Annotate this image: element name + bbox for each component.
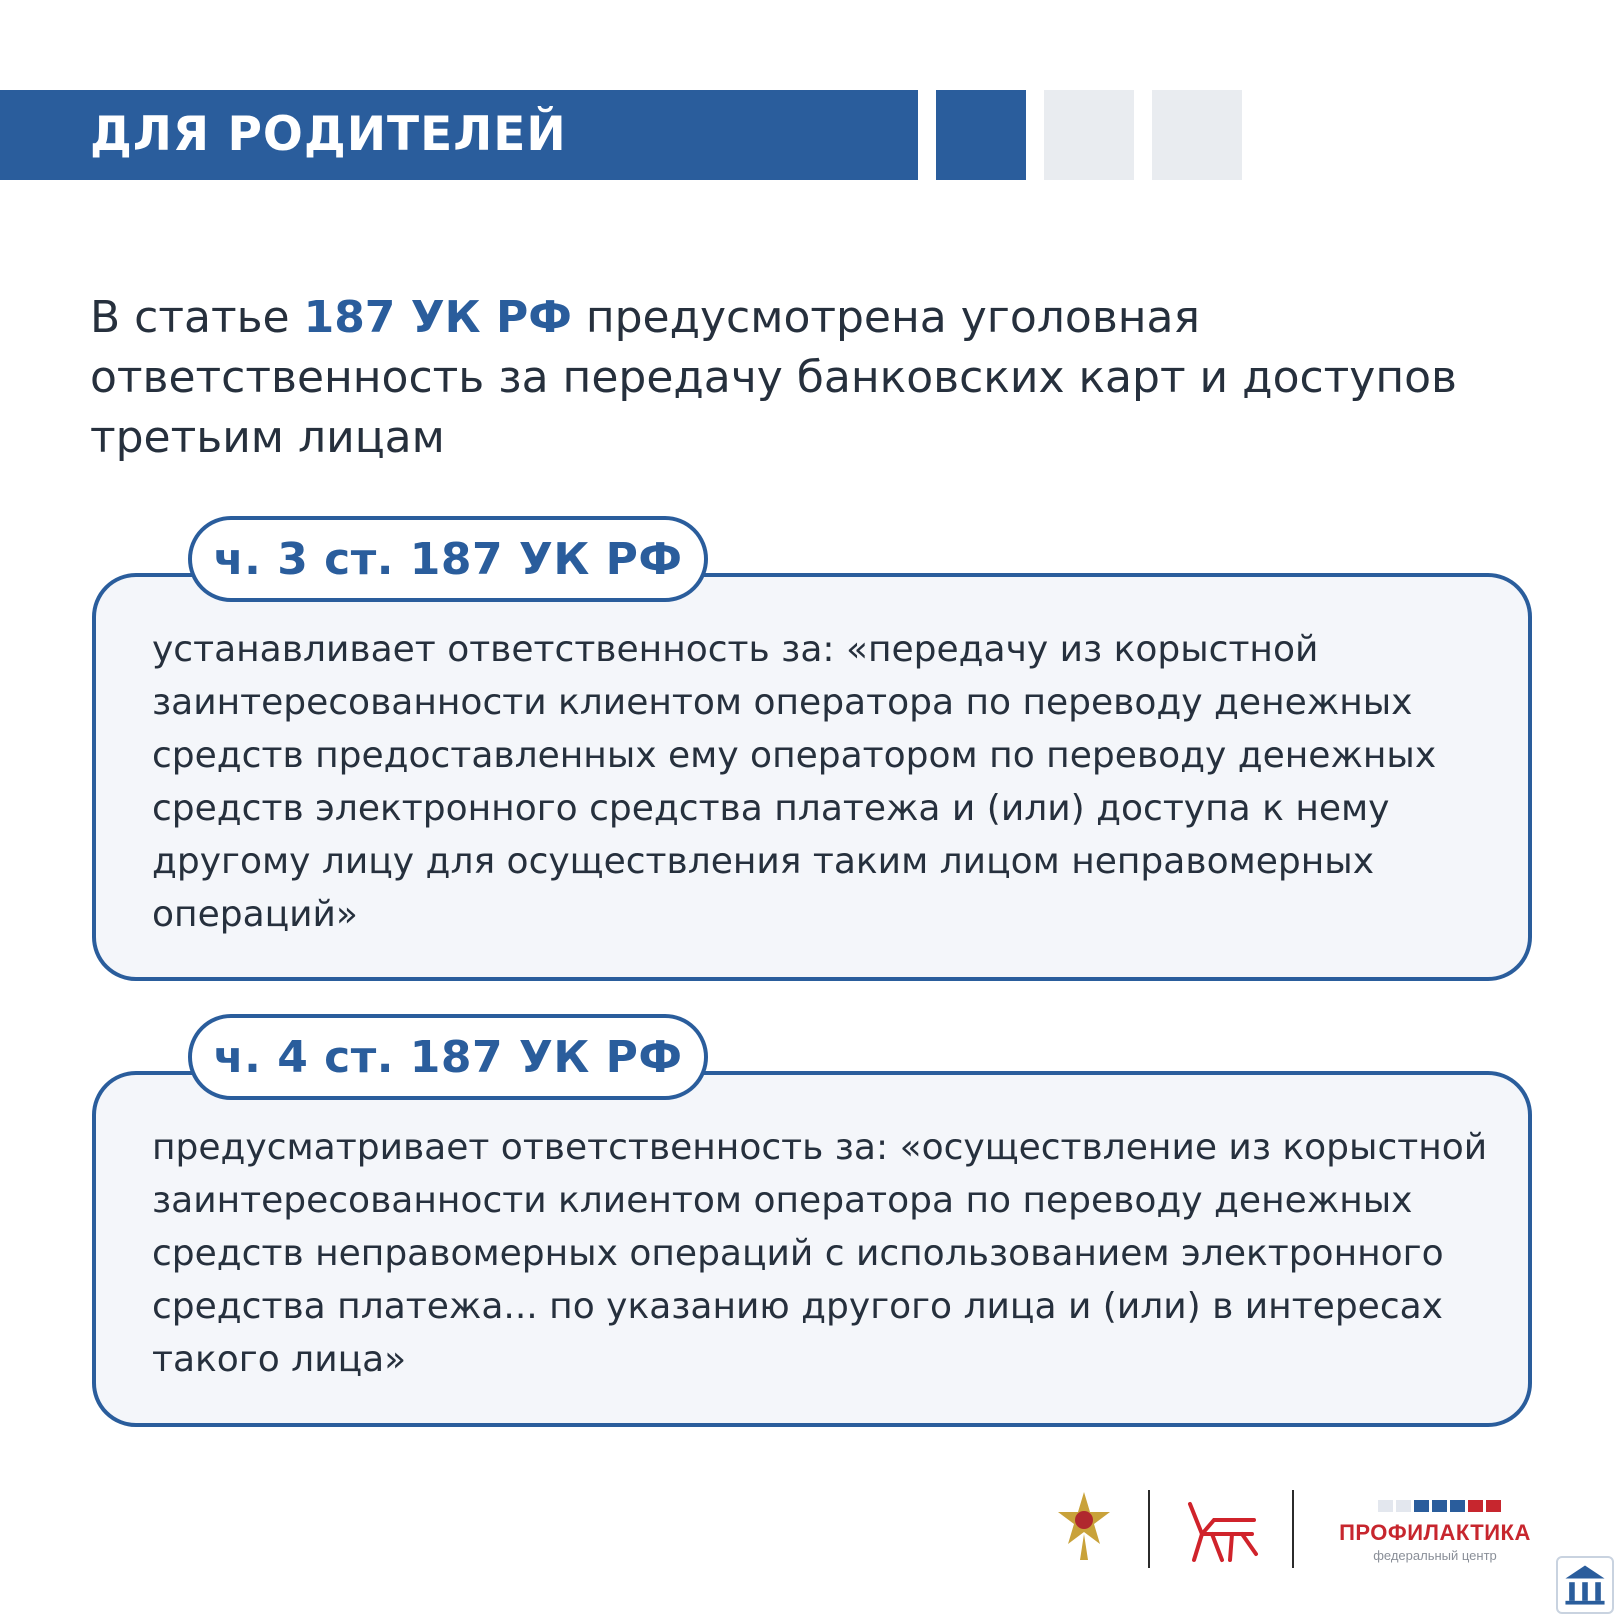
header-square-dark xyxy=(936,90,1026,180)
article-part4-label xyxy=(188,1014,708,1100)
intro-after: предусмотрена уголовная ответственность за передачу банковских карт и доступов третьим лицам xyxy=(90,292,1457,463)
article-part3-text: устанавливает ответственность за: «передачу из корыстной заинтересованности клиентом оператора по переводу денежных средств предоставленных ему оператором по переводу денежных средств электронного средства платежа и (или) доступа к нему другому лицу для осуществления таким лицом неправомерных операций» xyxy=(152,629,1437,935)
footer-logos xyxy=(1040,1480,1600,1620)
intro-before: В статье xyxy=(90,292,304,343)
article-part3-label-text: ч. 3 ст. 187 УК РФ xyxy=(213,533,683,585)
intro-text xyxy=(90,288,1550,468)
corner-logo-icon xyxy=(1556,1556,1614,1614)
brand-stripes xyxy=(1378,1500,1501,1512)
brand-subtitle: федеральный центр xyxy=(1373,1548,1497,1563)
article-part4-text: предусматривает ответственность за: «осуществление из корыстной заинтересованности клиентом оператора по переводу денежных средств неправомерных операций с использованием электронного средства платежа... по указанию другого лица и (или) в интересах такого лица» xyxy=(152,1127,1488,1380)
article-part3-label xyxy=(188,516,708,602)
header-square-light xyxy=(1044,90,1134,180)
footer-divider xyxy=(1148,1490,1150,1568)
header-square-light xyxy=(1152,90,1242,180)
article-part4-label-text: ч. 4 ст. 187 УК РФ xyxy=(213,1031,683,1083)
chair-logo-icon xyxy=(1182,1494,1262,1564)
page-title: ДЛЯ РОДИТЕЛЕЙ xyxy=(90,107,567,162)
mvd-emblem-icon xyxy=(1054,1490,1114,1562)
article-part3-box xyxy=(92,573,1532,981)
intro-highlight: 187 УК РФ xyxy=(303,292,572,343)
footer-divider xyxy=(1292,1490,1294,1568)
brand-name: ПРОФИЛАКТИКА xyxy=(1339,1520,1531,1545)
article-part4-box xyxy=(92,1071,1532,1427)
